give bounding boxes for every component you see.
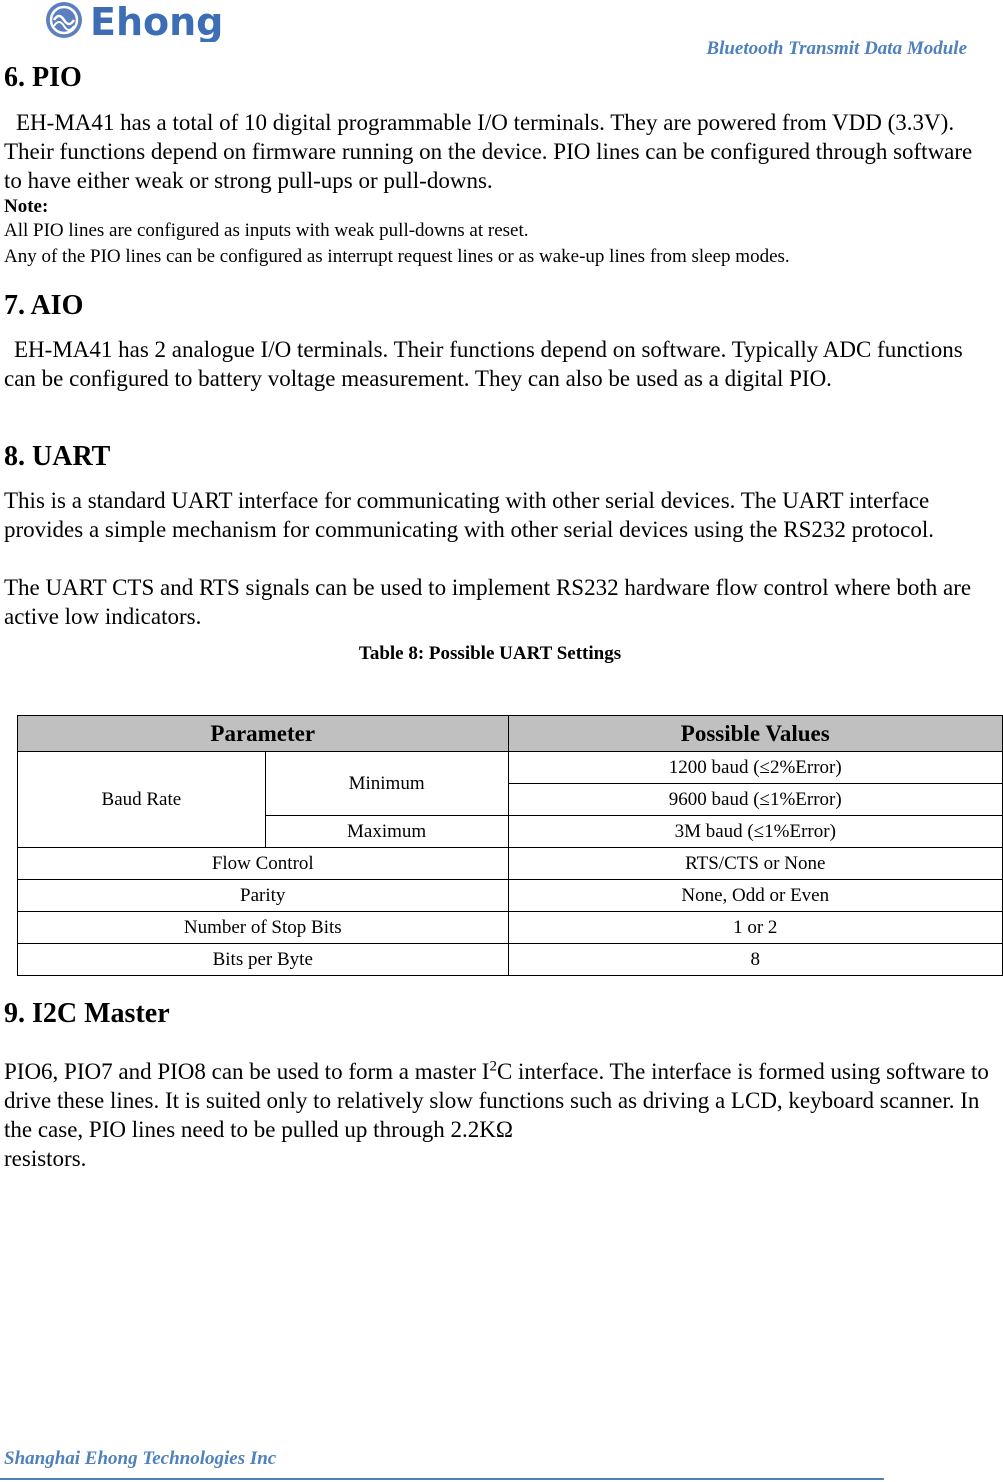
note-line-2: Any of the PIO lines can be configured as interrupt request lines or as wake-up lines from sleep modes.: [4, 246, 790, 267]
uart-settings-table: [17, 715, 1003, 976]
ehong-logo: [40, 0, 268, 42]
cell-value: 1 or 2: [508, 912, 1003, 944]
footer-company: Shanghai Ehong Technologies Inc: [4, 1448, 277, 1469]
table-row: [18, 848, 1003, 880]
cell-baud-rate: Baud Rate: [18, 752, 266, 848]
i2c-paragraph: [4, 1057, 989, 1173]
section-heading-pio: 6. PIO: [4, 62, 82, 93]
cell-min-value-2: 9600 baud (≤1%Error): [508, 784, 1003, 816]
table-row: [18, 752, 1003, 784]
note-line-1: All PIO lines are configured as inputs with weak pull-downs at reset.: [4, 220, 529, 241]
section-heading-aio: 7. AIO: [4, 290, 84, 321]
i2c-superscript: 2: [489, 1058, 497, 1075]
pio-paragraph: EH-MA41 has a total of 10 digital programmable I/O terminals. They are powered from VDD (3.3V). Their functions depend on firmware running on the device. PIO lines can be configured through software to have either weak or strong pull-ups or pull-downs.: [4, 110, 973, 193]
table-header-row: [18, 716, 1003, 752]
table-row: [18, 880, 1003, 912]
cell-min-value-1: 1200 baud (≤2%Error): [508, 752, 1003, 784]
logo-emblem-icon: [46, 2, 82, 38]
cell-param: Parity: [18, 880, 509, 912]
table-caption: Table 8: Possible UART Settings: [358, 643, 622, 664]
cell-value: None, Odd or Even: [508, 880, 1003, 912]
i2c-text-start: PIO6, PIO7 and PIO8 can be used to form a master I: [4, 1059, 490, 1084]
cell-param: Flow Control: [18, 848, 509, 880]
cell-minimum: Minimum: [265, 752, 508, 816]
header-parameter: Parameter: [18, 716, 509, 752]
cell-value: RTS/CTS or None: [508, 848, 1003, 880]
table-row: [18, 912, 1003, 944]
section-heading-i2c: 9. I2C Master: [4, 998, 170, 1029]
cell-param: Bits per Byte: [18, 944, 509, 976]
table-row: [18, 944, 1003, 976]
uart-paragraph-1: This is a standard UART interface for communicating with other serial devices. The UART interface provides a simple mechanism for communicating with other serial devices using the RS232 protocol.: [4, 488, 935, 542]
note-label: Note:: [4, 196, 49, 217]
cell-maximum: Maximum: [265, 816, 508, 848]
cell-value: 8: [508, 944, 1003, 976]
i2c-text-end: resistors.: [4, 1146, 87, 1171]
uart-paragraph-2: The UART CTS and RTS signals can be used to implement RS232 hardware flow control where both are active low indicators.: [4, 575, 972, 629]
logo-text: Ehong: [90, 0, 224, 42]
cell-max-value: 3M baud (≤1%Error): [508, 816, 1003, 848]
cell-param: Number of Stop Bits: [18, 912, 509, 944]
header-possible-values: Possible Values: [508, 716, 1003, 752]
document-title: Bluetooth Transmit Data Module: [706, 38, 967, 59]
aio-paragraph: EH-MA41 has 2 analogue I/O terminals. Their functions depend on software. Typically ADC functions can be configured to battery voltage measurement. They can also be used as a digital PIO.: [4, 337, 963, 391]
section-heading-uart: 8. UART: [4, 441, 111, 472]
footer-divider: [0, 1478, 884, 1480]
i2c-text-middle: C interface. The interface is formed using software to drive these lines. It is suited only to relatively slow functions such as driving a LCD, keyboard scanner. In the case, PIO lines need to be pulled up through 2.2KΩ: [4, 1059, 989, 1142]
